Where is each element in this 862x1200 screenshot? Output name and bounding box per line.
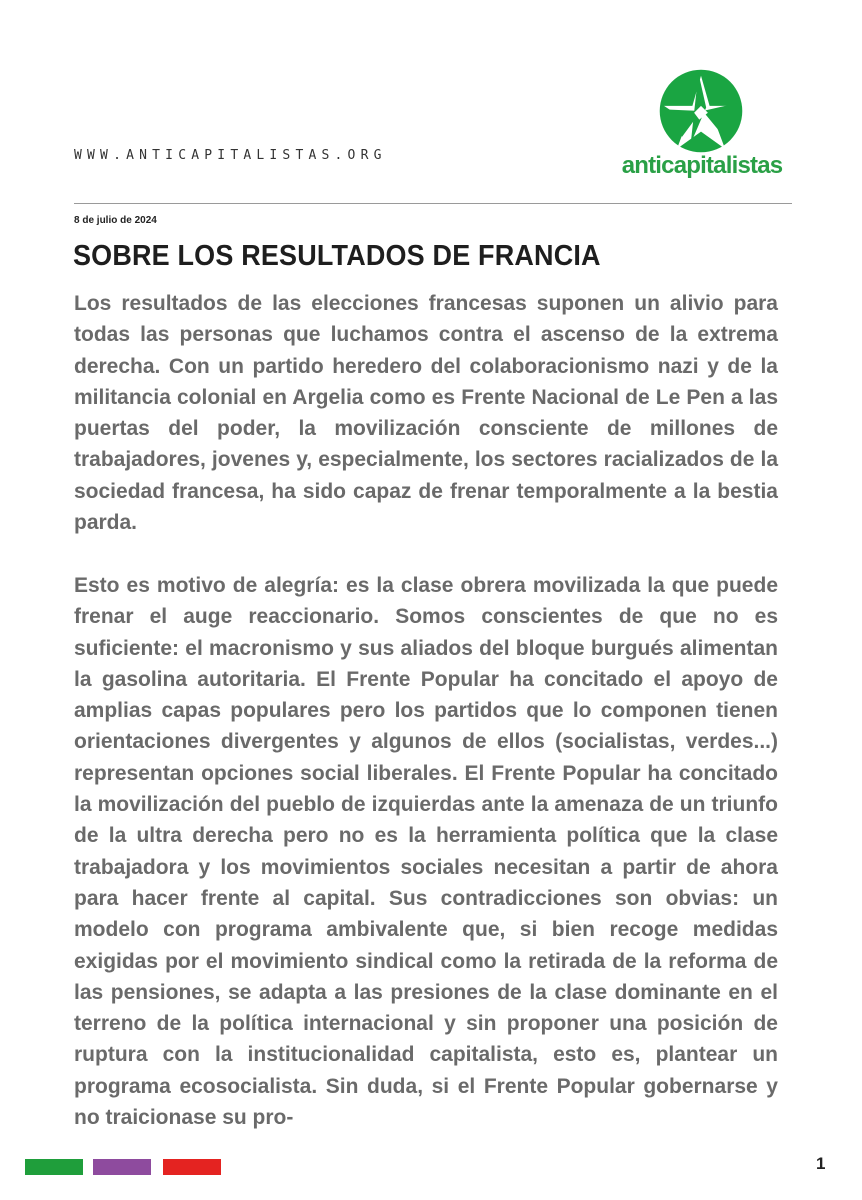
star-in-circle-icon [658, 68, 744, 154]
article-paragraph-1: Los resultados de las elecciones francesas suponen un alivio para todas las personas que luchamos contra el ascenso de la extrema derecha. Con un partido heredero del colaboracionismo nazi y de la militancia colonial en Argelia como es Frente Nacional de Le Pen a las puertas del poder, la movilización consciente de millones de trabajadores, jovenes y, especialmente, los sectores racializados de la sociedad francesa, ha sido capaz de frenar temporalmente a la bestia parda. [74, 292, 778, 535]
header-divider [74, 203, 792, 204]
site-url[interactable]: WWW.ANTICAPITALISTAS.ORG [74, 148, 387, 163]
article-paragraph-2: Esto es motivo de alegría: es la clase obrera movilizada la que puede frenar el auge reaccionario. Somos conscientes de que no es suficiente: el macronismo y sus aliados del bloque burgués alimentan la gasolina autoritaria. El Frente Popular ha concitado el apoyo de amplias capas populares pero los partidos que lo componen tienen orientaciones divergentes y algunos de ellos (socialistas, verdes...) representan opciones social liberales. El Frente Popular ha concitado la movilización del pueblo de izquierdas ante la amenaza de un triunfo de la ultra derecha pero no es la herramienta política que la clase trabajadora y los movimientos sociales necesitan a partir de ahora para hacer frente al capital. Sus contradicciones son obvias: un modelo con programa ambivalente que, si bien recoge medidas exigidas por el movimiento sindical como la retirada de la reforma de las pensiones, se adapta a las presiones de la clase dominante en el terreno de la política internacional y sin proponer una posición de ruptura con la institucionalidad capitalista, esto es, plantear un programa ecosocialista. Sin duda, si el Frente Popular gobernarse y no traicionase su pro- [74, 574, 778, 1130]
page-title: SOBRE LOS RESULTADOS DE FRANCIA [73, 240, 601, 272]
publication-date: 8 de julio de 2024 [74, 215, 157, 226]
purple-color-bar [93, 1159, 151, 1175]
red-color-bar [163, 1159, 221, 1175]
anticapitalistas-logo[interactable] [612, 64, 792, 184]
page-number: 1 [816, 1154, 826, 1173]
green-color-bar [25, 1159, 83, 1175]
logo-wordmark: anticapitalistas [621, 152, 783, 179]
